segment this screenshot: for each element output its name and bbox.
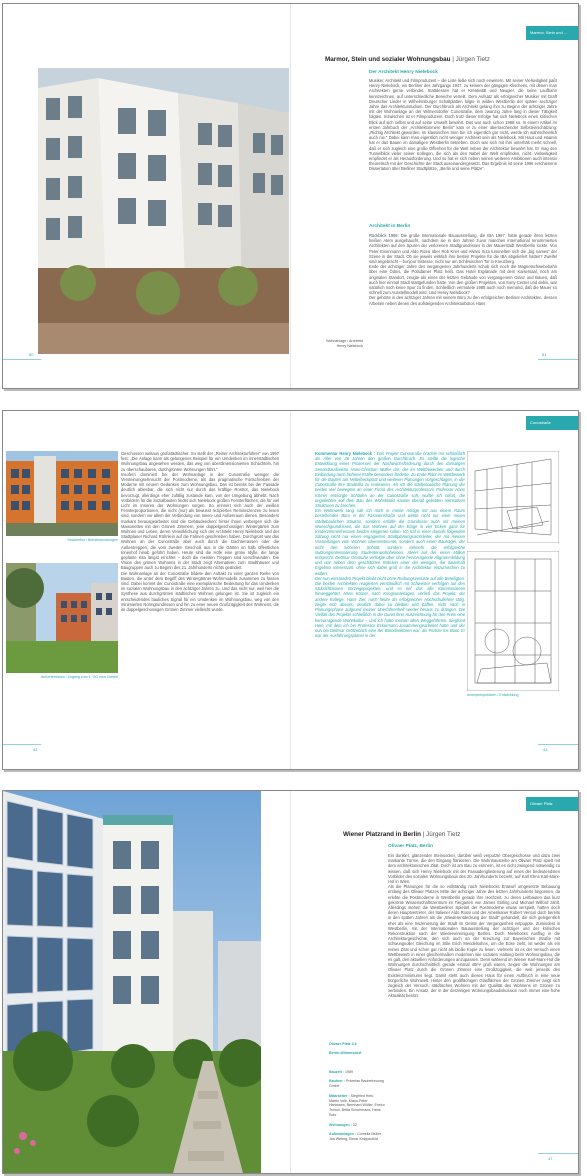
spread-2 (2, 410, 579, 770)
section-body: Ein dunkler, glänzender Steinsockel, darüber weiß verputzte Obergeschosse und dazu zwei markante Türme, die den Eingang flankieren. Die Wohnhausreihe am Olivaer Platz spielt mit dem architektonischen Zitat. Doch ist am Bau zu erinnern, ist es nicht zwingend notwendig zu wissen, daß sich Henry Nielebock mit der Fassadengliederung auf eines der bedeutendsten Vorbilder des sozialen Wohnungsbaus des 20. Jahrhunderts bezieht, auf Karl Ehns Karl-Marx-Hof in Wien. Als die Planungen für die so vollständig nach Nielebocks Entwurf umgesetzte Bebauung entlang des Olivaer Platzes Mitte der achtziger Jahre des letzten Jahrhunderts begonnen, da erlebte die Postmoderne in Westberlin gerade ihre Hochzeit, zu deren Leitbauten das kurz gekrönte Wissenschaftszentrum im Tiergarten von James Stirling und Michael Wilford zählt. Allerdings stehen die Westberliner Spielart der Postmoderne etwas verspielt, hatten doch deren Hauptvertreter, der Italiener Aldo Rossi und der Amerikaner Robert Venturi doch bereits in den späten Jahren als die „Wiederentdeckung der Stadt“ gehandelt, die sich gelegentlich eher als eine Inszenierung der Stadt im Geiste der Vergangenheit entpuppte. Zumindest in Westberlin, mit der Internationalen Bauausstellung der achtziger und der kritischen Rekonstruktion nach der Wiedervereinigung Berlins. Doch Nielebocks Ausflug in die Architekturgeschichte, den sich auch an der Kreuzung zur Bayerischen Straße mit schwungvoller Gleichung im Stile Erich Mendelsohns, um die Ecke zieht, ist weder als ein reines Zitat und schon gar nicht als bloße Kopie zu lesen. Vielmehr ist es der Versuch einen Wettbewerb in einer gleichermaßen modernen wie sozialen Haltung beim Wohnungsbau, die es galt, den aktuellen Anforderungen anzupassen. Denn während im Wiener Karl-Marx-Hof die Wohnungen durchschnittlich gerade einmal 40m² groß waren, zeigen die Wohnungen am Olivaer Platz durch die Grünen Zimmer eine Großzügigkeit, die weit jenseits des Existenzminimums liegt. Damit steht auch dieses Haus für einen Aufbruch in eine neue bürgerliche Wohnwelt. Hinter den großflächigen Glasflächen der Grünen Zimmer zeigt sich zugleich der Versuch, städtisches Wohnen mit der Qualität des Wohnens im Grünen zu verbinden. Ein Ansatz, der in der derzeitigen Wohnungsbaudiskussion noch immer eine hohe Aktualität besitzt. (388, 853, 560, 999)
article-title: Wiener Platzrand in Berlin | Jürgen Tietz (343, 831, 461, 838)
section-heading: Olivaer Platz, Berlin (388, 844, 434, 849)
photo-housing-facade (38, 68, 289, 354)
page-number-right: 51 (542, 352, 547, 357)
caption-sketches: Innenperspektiven / Entwicklung (467, 693, 519, 697)
sketch-interior-top (467, 451, 559, 543)
caption-bottom-photo: Außenfreiraum / Zugang zum 1. OG zum Garten (40, 675, 118, 679)
section-body-2: Rückblick 1986: Die große Internationale Bauausstellung, die IBA 1987, hatte gerade ihren letzten heißen Atem ausgehaucht, nachdem sie in den Jahren zuvor manchen international renommierten Architekten auf den Spuren der verlorenen Stadtgrundrisses in der Mauerstadt Westberlin lockte. Von Peter Eisenmann und Aldo Rossi über Rob Krier und Alvaro Siza tummelten sich die „big names“ der Szene in der Stadt. Ob sie jeweils wirklich ihre besten Projekte für die IBA abgeliefert hatten? Zweifel sind angebracht – bonjour tristesse, nicht nur am Schlesischen Tor in Kreuzberg. Ende der achtziger Jahre des vergangenen Jahrhunderts schob sich noch die Magnetschwebebahn über eine Ödnis, die Potsdamer Platz heiß. Das Hotel Esplanade mit dem Kaisersaal, noch am originalen Standort, zeugte als eines der letzten Gebäude von vergangenem Glanz und Bauen, daß auch hier einmal Stadt stattgefunden hatte. Von den großen Projekten, von Sony-Center und debis, war natürlich noch keine Spur zu finden. Schließlich vermutete 1988 auch noch niemand, daß die Mauer so schnell zum Ausstellmodell wird. Und Henry Nielebock? Der gehörte in den achtziger Jahren mit seinem Büro zu den erfolgreichen Berliner Architekten, dessen Arbeiten neben denen des aufsteigenden Architekturbüros Hans (369, 233, 557, 306)
page-number-left: 42 (33, 747, 38, 752)
body-column-left: Geschossen weitaus großstädtischer. So stellt der „Reiner Architekturführer“ von 1997 fest: „Die Anlage kann als gelungenes Beispiel für ein Umdenken im innerstädtischen Wohnungsbau angesehen werden, das weg von überdimensionierten Schachteln, hin zu überschaubaren, durchgrünten Wohnungen führt.“ Insofern dominiert bei der Wohnanlage in der Cunostraße weniger die Versteinungsehnsucht der Postmoderne, als das pragmatische Fortschreiben der Moderne mit neuem Gedanken zum Wohnungsbau. Das ist bereits bei der Fassade deutlich ablesbar, die sich nicht nur durch das kräftige Rostrot, das Nielebock bevorzugt, allerdings eher zufällig zustande kam, von der Umgebung abhebt. Nach Vorbildern für die Sozialbauten findet sich Nielebock großen Fensterflächen, die für viel Licht im Inneren der Wohnungen sorgen. So erinnert sich auch der weißen Fensterproportionen, die nicht (nur) als bewusst rezipiertes Reminiszenzen zu lesen sind, sondern vor allem der Verbindung von Innen- und Außenraum dienen. Besonders markant herausgearbeitet sind die Gebäudeecken: hinter ihnen verbergen sich die Maisonettes mit den Grünen Zimmern, jene doppelgeschossigen Wintergärten zum Wohnen und Leben, deren Verwirklichung sich der Architekt Henry Nielebock und der Stadtplaner Richard Rühnlein auf die Fahnen geschrieben haben. Durchgrünt war das Wohnen an der Cunostraße aber auch durch die Dachterrassen oder die Außentreppen, die vom zweiten Geschoß aus in die Gärten im halb öffentlichen Innenhof hinab geführt haben. Heute sind die Höfe eine grüne Idylle, die lange geplante Kita längst errichtet – doch die meisten Treppen sind verschwunden. Die Vision des grünen Wohnens in der Stadt zeigt Alternativen zum Stadthäuser und Baugruppen auch zu Beginn des 21. Jahrhunderts nichts geändert. Die Wohnanlage an der Cunostraße bildete den Auftakt zu einer ganzen Reihe von Bauten, die unter dem Begriff des Wintergärtner-Wohnmodells zusammen zu fassen sind. Dabei kommt der Cunostraße eine exemplarische Bedeutung für das Umdenken im sozialen Wohnungsbau in den achtziger Jahren zu. Und das nicht nur, weil hier die Synthese aus durchgrünten städtischen Wohnen gelungen ist. Sie ist zugleich ein entscheidendes bauliches Signal für ein Umdenken im Wohnungsbau, weg von den minimierten Normgrundrissen und hin zu einer neuen Großzügigkeit des Wohnens, die im doppelgeschossigen Grünen Zimmer vielleicht wurde. (121, 451, 279, 613)
photo-caption: Wohnanlage / Architekt Henry Nielebock (326, 339, 363, 348)
commentary-column: Kommentar Henry Nielebock : Das Projekt Cunostraße brachte mir schließlich als Aller von 36 Jahren den großen Durchbruch. Es stellte die logische Entwicklung eines Prozesses der Nachwuchsförderung durch den damaligen Senatsbaudirektor Hans-Christian Müller dar, der im Wettbewerben und durch Einbindung noch früherer Kräfte besonders förderte. Zu Ende Platz im Wettbewerb für die Bauten am Nettelbeckplatz und weiteren Planungen vorgeschlagen, in der Cunostraße ihre Stadtvilla zu realisieren. Als ich die städtebauliche Planung der beiden viel bewegten an einer Firma des Architekturprofessors Professor Hans Körner entsorgte Schäden an der Cunostraße sah, wußte ich sofort, die ungeliebten soll dem Bau des Wohnklinks kannte überall geliebten rekreativen Strukturen zu brechen. Ein Wohnwerk lang sah ich mich in meine Anlage mit aus einem Raum bestehendes Büro in der Fasanenstraße und wirkte nicht nur einer neuen städtebaulichen Struktur, sondern erfüllte die Grundrisse auch mit meinen Wunschgrundrissen, die das Wohnen auf der Etage in vier Ecken ganz für Kinderzimmerfreiraum beiden steigerten sollen. Ich traf in einer damals folgenden Sitzung nicht nur einen engagierten Stadtplanungsamtsleiter, der mit meinen Vorstellungen vom Wohnen übereinstimmte, sondern auch einen Bauträger, der nicht den sicheren Schnitt, sondern vielmehr die erfolgreiche Nutzungsintensivierung Studentenwohnheimen, Ideen auf der einen Million entspricht. Dettmar Otomuhe verfolgte über ohne hervorragende Altgrammbildung und war neben dem geschätzten Rührlein einer der wenigen, die dauerhaft Ergebnis interessant, ohne sich dabei groß in die Architektur einzumischen zu wollen. Der nun entstanden Projekt bleibt nicht ohne Reibungsverluste auf alle Beteiligten. Die beiden Architekten reagierten verständlich mit Schwester verfolgen auf den rücksichtslosen Vorzeigeprojekten, und so lief das alle Kommissionen hinweggehört. Hans Körner, nach Kriegsunterlagen, verließ das Projekt, der andere Kollege, Hans Ziel, nach heute als erfolgreicher Hochschullehrer tätig, zeigte sich abseits, deutlich dabei zu bleiben und baffen, nicht nach in Planungsphase aufgrund meiner Unerfahrenheit wieder heraus zu drängen. Die Vielfalt des Projekts schließlich in die Gunst ihrer Auszeichnung für den Preis eine hervorragende Wohnkultur – und ich hatte meinen alten Weggefährten, Siegfried Hein, mit dem ich bei Professor Eckermann zusammengearbeitet hatte und der nun bei Dettmar Grötzebach eine der Bürodirektoren war, als Partner ins Boot. Er war der Ausführungsplaner in der (315, 451, 465, 639)
section-heading-1: Der Architekt Henry Nielebock (369, 70, 438, 75)
section-tab: Marmor, Stein und ... (526, 26, 578, 40)
credit-line: Olivaer Platz 3-6 (329, 1041, 357, 1046)
commentary-heading: Kommentar Henry Nielebock : (315, 451, 376, 456)
page-number-left: 50 (29, 352, 34, 357)
article-title: Marmor, Stein und sozialer Wohnungsbau | Jürgen Tietz (325, 56, 490, 63)
photo-olivaer-platz (3, 791, 261, 1173)
spread-3 (2, 790, 579, 1174)
credit-line: Wohnungen : 32 (329, 1122, 357, 1127)
sketch-interior-bottom (467, 551, 559, 691)
credit-line: Bauherr : Priverlau Baubetreuung GmbH (329, 1079, 384, 1089)
project-credits (329, 1037, 385, 1147)
section-tab: Cunostraße (526, 416, 578, 430)
caption-top-photo: Straßenflur / Betriebsrichtungen (67, 538, 118, 542)
credit-line: Bauzeit : 1989 (329, 1069, 353, 1074)
credit-line: Berlin-Wilmersdorf (329, 1051, 362, 1056)
credit-line: Außenanlagen : Cornelia Müller, Jan Wehrig, Elmar Knippschild (329, 1132, 382, 1141)
section-body-1: Musiker, Architekt und Filmproduzent – die Liste ließe sich noch erweitern. Mit seiner Vielseitigkeit paßt Henry Nielebock, ein Berliner des Jahrgangs 1947, zu keinem der gängigen Klischees, mit denen man Architekten gerne verbindet. Stattdessen hat er Kreativität und Neugier, die seine Laufbahn kennzeichnen, auf unterschiedliche Bereiche verteilt. Dem Aufsatz als erfolgreicher Musiker mit Draft Deutscher Lieder in Wilhelmsburger Schallplatten folgte in wilden Westberlin der späten sechziger Jahre das Architekturstudium. Der Durchbruch als Architekt gelang ihm zu Beginn der achtziger Jahre mit der Wohnanlage an der Wilmersdorfer Cunostraße, dem zwanzig Jahre lang in dieser Tätigkeit folgten. Inzwischen ist er Filmproduzent. Doch trotz dieser Erfolge hat sich Nielebock einen kritischen Blick auf sich selbst und auf seine Umwelt bewahrt. Das war auch schon 1988 so. In einem Artikel im ersten Jahrbuch der „Architektonmere Berlin“ kam er zu einer überraschender Selbsteinschätzung: „Richtig Architekt geworden, im klassischen Sinn bin ich eigentlich gar nicht, werde ich wahrscheinlich auch nie.“ Dabei kann man eigentlich nicht weniger Architekt sein als Nielebock. Mit Haut und Haaren hat er das Bauen im damaligen Westberlin betrieben. Doch war sich mit ihm unterhält merkt schnell, daß er sich zugleich eine große Offenheit für die Welt neben der Architektur bewahrt hat. Er mag den Tunnelblick vieler seiner Kollegen, die sich als den Nabel der Welt empfinden, nicht. Vielseitigkeit empfindet er als Herausforderung. Und so hat er sich neben seinen weiteren Ambitionen auch intensiv theoretisch mit der Geschichte der Stadt auseinandergesetzt. Das Ergebnis ist seine 1996 erschienene Dissertation über Berliner Stadtplätze, „Berlin und seine Plätze“. (369, 78, 557, 172)
page-number-right: 47 (548, 1156, 553, 1161)
photo-orange-facade (6, 451, 118, 536)
section-heading-2: Architekt in Berlin (369, 224, 411, 229)
photo-courtyard (6, 563, 118, 673)
credit-line: Mitarbeiter : Siegfried Hein, Martin Volk, Klaus-Peter Hartmann, Bernhard Wöller, Enrico Trovoli, Britta Schuhmann, Hans Sohr (329, 1093, 385, 1117)
page-number-right: 43 (543, 747, 548, 752)
section-tab: Olivaer Platz (526, 797, 578, 811)
spread-1 (2, 3, 579, 389)
